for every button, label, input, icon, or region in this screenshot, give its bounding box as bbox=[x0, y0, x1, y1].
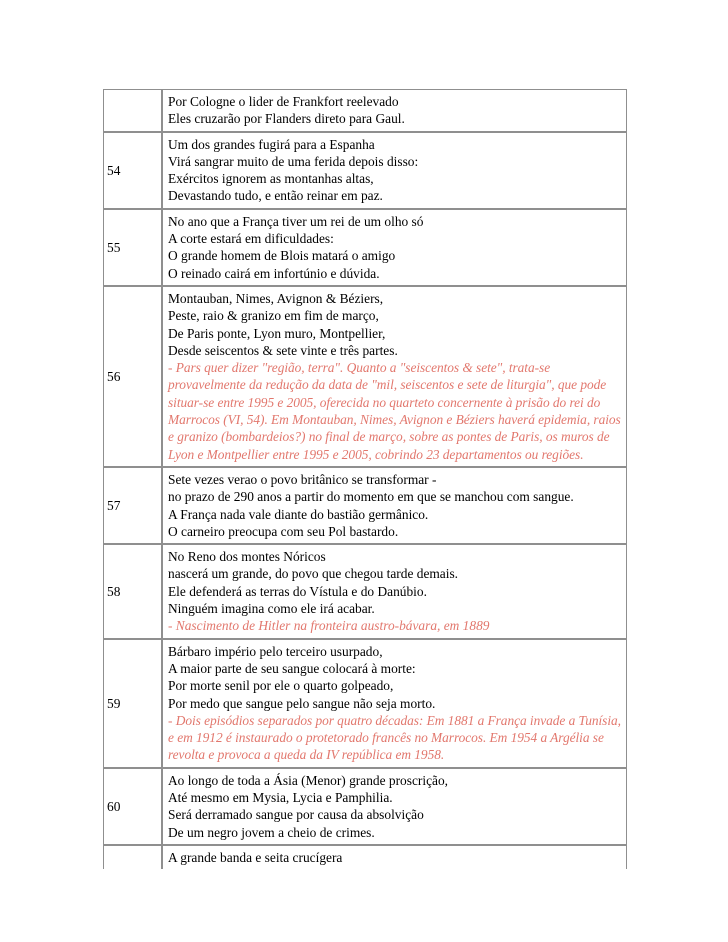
verse-line: Eles cruzarão por Flanders direto para Gaul. bbox=[168, 111, 405, 127]
verse-line: Peste, raio & granizo em fim de março, bbox=[168, 308, 379, 324]
verse-line: A grande banda e seita crucígera bbox=[168, 849, 343, 865]
verse-line: Ninguém imagina como ele irá acabar. bbox=[168, 601, 375, 617]
verse-line: no prazo de 290 anos a partir do momento em que se manchou com sangue. bbox=[168, 489, 574, 505]
table-row bbox=[103, 132, 627, 209]
quatrain-text bbox=[162, 639, 627, 768]
verse-line: De Paris ponte, Lyon muro, Montpellier, bbox=[168, 325, 386, 341]
verse-line: Sete vezes verao o povo britânico se transformar - bbox=[168, 471, 437, 487]
table-row bbox=[103, 286, 627, 467]
verse-line: Ele defenderá as terras do Vístula e do Danúbio. bbox=[168, 583, 427, 599]
quatrain-text bbox=[162, 209, 627, 286]
verse-line: Até mesmo em Mysia, Lycia e Pamphilia. bbox=[168, 789, 393, 805]
verse-line: A corte estará em dificuldades: bbox=[168, 231, 334, 247]
commentary-note: - Nascimento de Hitler na fronteira austro-bávara, em 1889 bbox=[168, 618, 490, 634]
verse-line: Por medo que sangue pelo sangue não seja morto. bbox=[168, 695, 436, 711]
quatrain-text bbox=[162, 768, 627, 845]
verse-line: No Reno dos montes Nóricos bbox=[168, 549, 326, 565]
quatrain-text bbox=[162, 132, 627, 209]
verse-line: Por morte senil por ele o quarto golpeado, bbox=[168, 678, 394, 694]
quatrain-text bbox=[162, 286, 627, 467]
quatrain-number: 56 bbox=[103, 286, 162, 467]
table-row bbox=[103, 209, 627, 286]
quatrain-text bbox=[162, 89, 627, 132]
quatrain-number: 60 bbox=[103, 768, 162, 845]
commentary-note: - Dois episódios separados por quatro décadas: Em 1881 a França invade a Tunísia, e em 1912 é instaurado o protetorado francês no Marrocos. Em 1954 a Argélia se revolta e provoca a queda da IV república em 1958. bbox=[168, 712, 621, 763]
commentary-note: - Pars quer dizer "região, terra". Quanto a "seiscentos & sete", trata-se provavelmente da redução da data de "mil, seiscentos e sete de liturgia", que pode situar-se entre 1995 e 2005, oferecida no quarteto concernente à prisão do rei do Marrocos (VI, 54). Em Montauban, Nimes, Avignon e Béziers haverá epidemia, raios e granizo (bombardeios?) no final de março, sobre as pontes de Paris, os muros de Lyon e Montpellier entre 1995 e 2005, cobrindo 23 departamentos ou regiões. bbox=[168, 360, 621, 462]
verse-line: O grande homem de Blois matará o amigo bbox=[168, 248, 396, 264]
verse-line: Ao longo de toda a Ásia (Menor) grande proscrição, bbox=[168, 772, 448, 788]
table-row bbox=[103, 467, 627, 544]
quatrain-number: 58 bbox=[103, 544, 162, 638]
quatrain-text bbox=[162, 467, 627, 544]
table-row bbox=[103, 639, 627, 768]
verse-line: De um negro jovem a cheio de crimes. bbox=[168, 824, 375, 840]
verse-line: Montauban, Nimes, Avignon & Béziers, bbox=[168, 290, 384, 306]
table-row bbox=[103, 845, 627, 869]
quatrain-text bbox=[162, 544, 627, 638]
quatrain-number: 57 bbox=[103, 467, 162, 544]
verse-line: No ano que a França tiver um rei de um olho só bbox=[168, 213, 424, 229]
quatrain-text bbox=[162, 845, 627, 869]
verse-line: Devastando tudo, e então reinar em paz. bbox=[168, 188, 383, 204]
quatrains-table bbox=[103, 89, 627, 869]
verse-line: O carneiro preocupa com seu Pol bastardo. bbox=[168, 523, 399, 539]
verse-line: Será derramado sangue por causa da absolvição bbox=[168, 807, 424, 823]
verse-line: Por Cologne o lider de Frankfort reelevado bbox=[168, 94, 399, 109]
verse-line: O reinado cairá em infortúnio e dúvida. bbox=[168, 265, 380, 281]
verse-line: Bárbaro império pelo terceiro usurpado, bbox=[168, 643, 383, 659]
verse-line: Exércitos ignorem as montanhas altas, bbox=[168, 171, 374, 187]
verse-line: Um dos grandes fugirá para a Espanha bbox=[168, 136, 375, 152]
quatrain-number bbox=[103, 845, 162, 869]
verse-line: Virá sangrar muito de uma ferida depois disso: bbox=[168, 153, 419, 169]
verse-line: A maior parte de seu sangue colocará à morte: bbox=[168, 660, 416, 676]
table-row bbox=[103, 544, 627, 638]
quatrain-number: 54 bbox=[103, 132, 162, 209]
verse-line: Desde seiscentos & sete vinte e três partes. bbox=[168, 342, 398, 358]
table-row bbox=[103, 768, 627, 845]
verse-line: A França nada vale diante do bastião germânico. bbox=[168, 506, 429, 522]
quatrain-number bbox=[103, 89, 162, 132]
quatrain-number: 59 bbox=[103, 639, 162, 768]
quatrain-number: 55 bbox=[103, 209, 162, 286]
verse-line: nascerá um grande, do povo que chegou tarde demais. bbox=[168, 566, 459, 582]
table-row bbox=[103, 89, 627, 132]
